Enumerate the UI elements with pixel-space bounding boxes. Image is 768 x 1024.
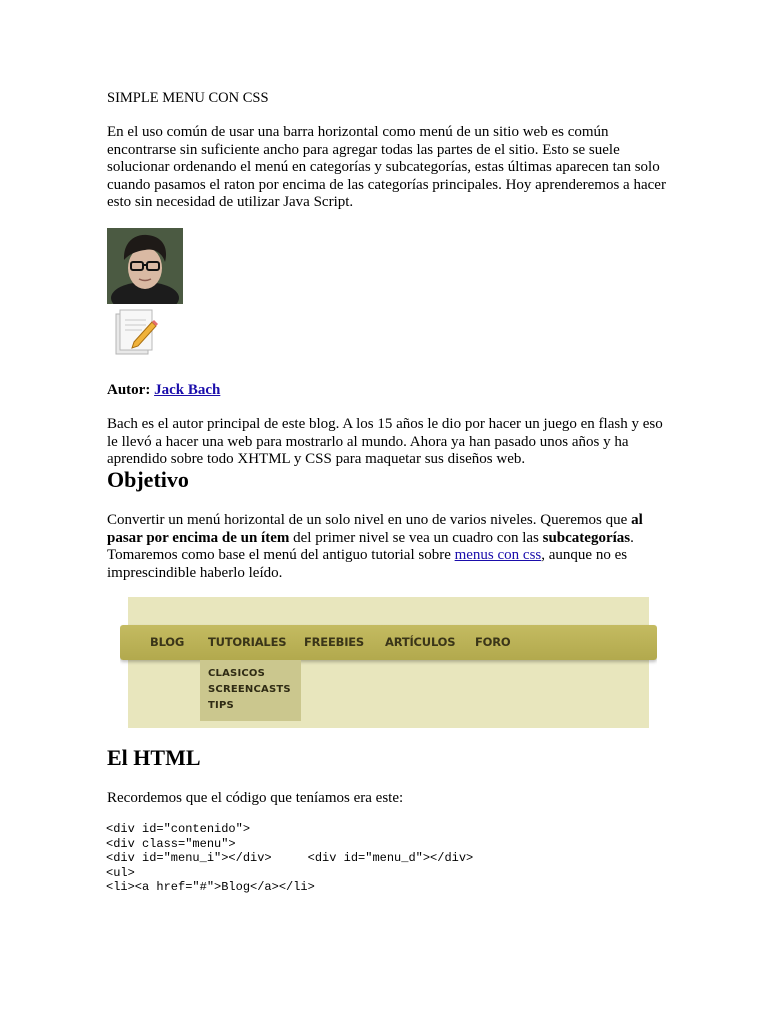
page-title: SIMPLE MENU CON CSS <box>107 90 269 106</box>
objetivo-text-2: del primer nivel se vea un cuadro con las <box>289 529 543 546</box>
menu-image-bar <box>120 625 657 660</box>
code-line: <div id="contenido"> <box>106 822 251 836</box>
menus-css-link[interactable]: menus con css <box>454 547 542 563</box>
intro-paragraph: En el uso común de usar una barra horizontal como menú de un sitio web es común encontrarse sin suficiente ancho para agregar todas las partes de el sitio. Esto se suele solucionar ordenando el menú en categorías y subcategorías, estas últimas aparecen tan solo cuando pasamos el raton por encima de las categorías principales. Hoy aprenderemos a hacer esto sin necesidad de utilizar Java Script. <box>107 124 666 210</box>
objetivo-bold-1: al pasar por encima de un ítem <box>107 512 643 546</box>
code-line: <div class="menu"> <box>106 836 236 851</box>
code-line: <div id="menu_i"></div> <div id="menu_d"></div> <box>106 851 474 865</box>
menu-item-freebies: FREEBIES <box>304 635 365 649</box>
submenu-item-screencasts: SCREENCASTS <box>208 684 291 695</box>
document-edit-icon <box>112 308 164 360</box>
objetivo-text-3: . Tomaremos como base el menú del antiguo tutorial sobre <box>107 529 634 563</box>
menu-item-foro: FORO <box>475 635 511 649</box>
objetivo-text-1: Convertir un menú horizontal de un solo nivel en uno de varios niveles. Queremos que <box>107 512 632 528</box>
html-intro: Recordemos que el código que teníamos era este: <box>107 790 404 806</box>
author-bio: Bach es el autor principal de este blog. A los 15 años le dio por hacer un juego en flash y eso le llevó a hacer una web para mostrarlo al mundo. Ahora ya han pasado unos años y ha aprendido sobre todo XHTML y CSS para maquetar sus diseños web. <box>107 416 663 467</box>
author-link[interactable]: Jack Bach <box>154 382 221 398</box>
objetivo-paragraph <box>107 512 662 582</box>
author-avatar <box>107 228 183 304</box>
html-heading: El HTML <box>107 745 201 770</box>
author-line <box>107 382 220 399</box>
menu-example-image <box>120 597 657 728</box>
code-block <box>106 822 473 895</box>
author-label: Autor: <box>107 382 151 398</box>
code-line: <ul> <box>106 865 135 880</box>
submenu-item-tips: TIPS <box>208 700 234 711</box>
menu-item-articulos: ARTÍCULOS <box>385 635 456 649</box>
submenu-item-clasicos: CLASICOS <box>208 668 266 679</box>
objetivo-text-4: , aunque no es imprescindible haberlo leído. <box>107 547 628 581</box>
objetivo-heading: Objetivo <box>107 467 189 492</box>
avatar-image <box>107 228 183 304</box>
objetivo-bold-2: subcategorías <box>542 529 631 546</box>
menu-image-submenu <box>200 660 301 721</box>
code-line: <li><a href="#">Blog</a></li> <box>106 880 315 894</box>
menu-item-tutoriales: TUTORIALES <box>208 635 287 649</box>
menu-item-blog: BLOG <box>150 635 185 649</box>
